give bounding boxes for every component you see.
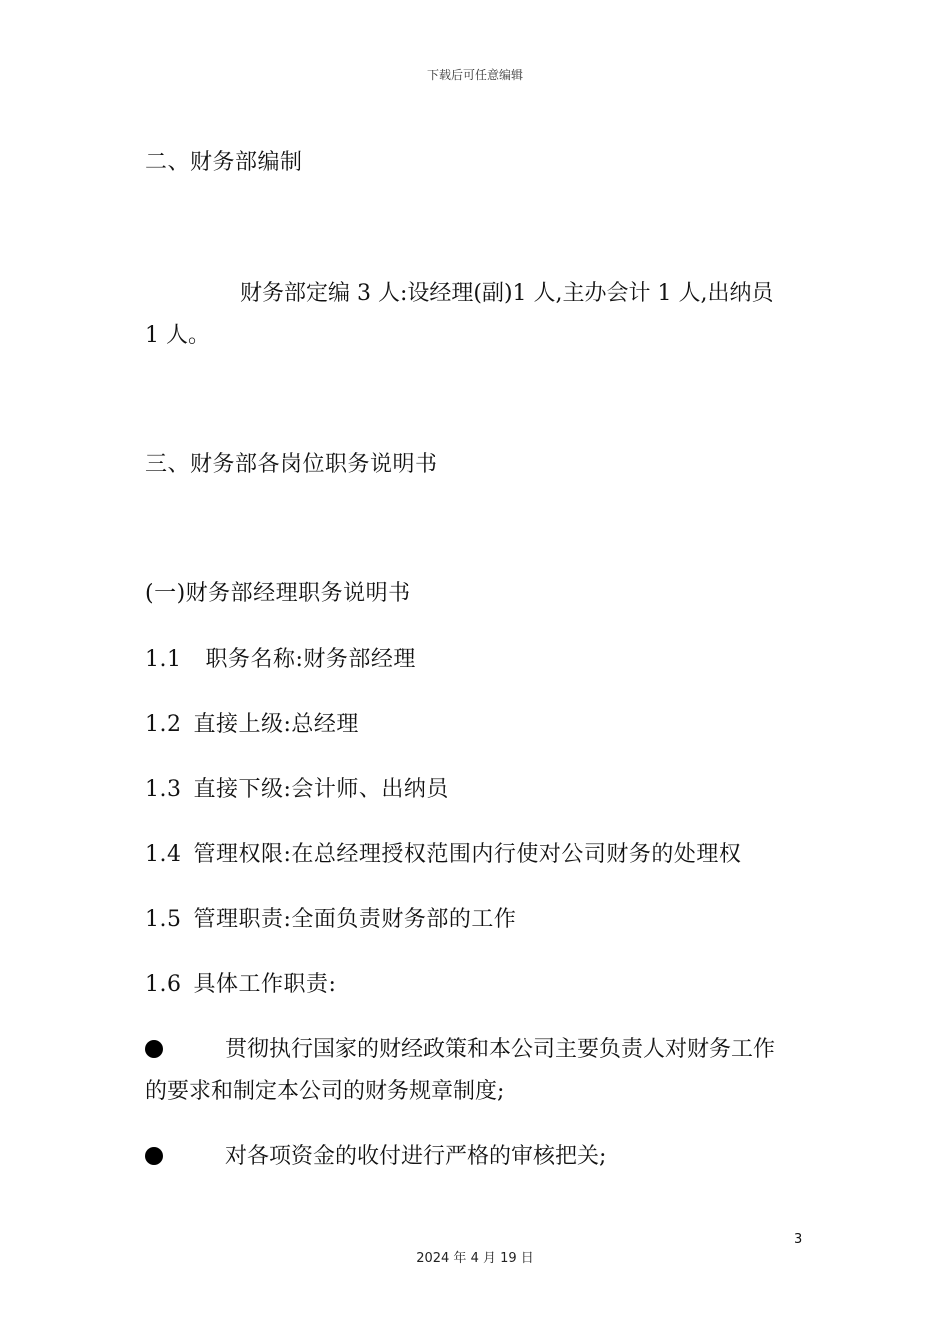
page-header: 下载后可任意编辑 <box>426 68 523 82</box>
item-text: 直接下级:会计师、出纳员 <box>193 777 449 802</box>
list-item <box>145 965 810 1005</box>
item-number: 1.1 <box>145 647 182 672</box>
item-text: 具体工作职责: <box>193 972 337 997</box>
bullet-dot-icon <box>145 1147 163 1165</box>
bullet-text-line1: 对各项资金的收付进行严格的审核把关; <box>225 1144 607 1169</box>
item-text: 管理权限:在总经理授权范围内行使对公司财务的处理权 <box>193 842 742 867</box>
section-2-heading: 二、财务部编制 <box>145 150 303 175</box>
list-item <box>145 640 810 680</box>
subsection-1-heading: (一)财务部经理职务说明书 <box>145 581 411 606</box>
bullet-text-line1: 贯彻执行国家的财经政策和本公司主要负责人对财务工作 <box>225 1037 776 1062</box>
item-number: 1.4 <box>145 842 182 867</box>
section-3-heading: 三、财务部各岗位职务说明书 <box>145 452 438 477</box>
section-2-body <box>145 273 810 357</box>
bullet-item <box>145 1029 810 1113</box>
list-item <box>145 770 810 810</box>
bullet-item <box>145 1136 810 1178</box>
list-item <box>145 705 810 745</box>
bullet-text-line2: 的要求和制定本公司的财务规章制度; <box>145 1079 505 1104</box>
item-text: 管理职责:全面负责财务部的工作 <box>193 907 517 932</box>
item-text: 直接上级:总经理 <box>193 712 359 737</box>
section-2-body-line2: 1 人。 <box>145 323 210 348</box>
item-text: 职务名称:财务部经理 <box>205 647 416 672</box>
item-number: 1.3 <box>145 777 182 802</box>
item-number: 1.6 <box>145 972 182 997</box>
page-footer-date: 2024 年 4 月 19 日 <box>416 1251 534 1266</box>
bullet-dot-icon <box>145 1040 163 1058</box>
item-number: 1.5 <box>145 907 182 932</box>
item-number: 1.2 <box>145 712 182 737</box>
page-number: 3 <box>794 1232 803 1247</box>
list-item <box>145 900 810 940</box>
section-2-body-line1: 财务部定编 3 人:设经理(副)1 人,主办会计 1 人,出纳员 <box>240 281 774 306</box>
list-item <box>145 835 810 875</box>
